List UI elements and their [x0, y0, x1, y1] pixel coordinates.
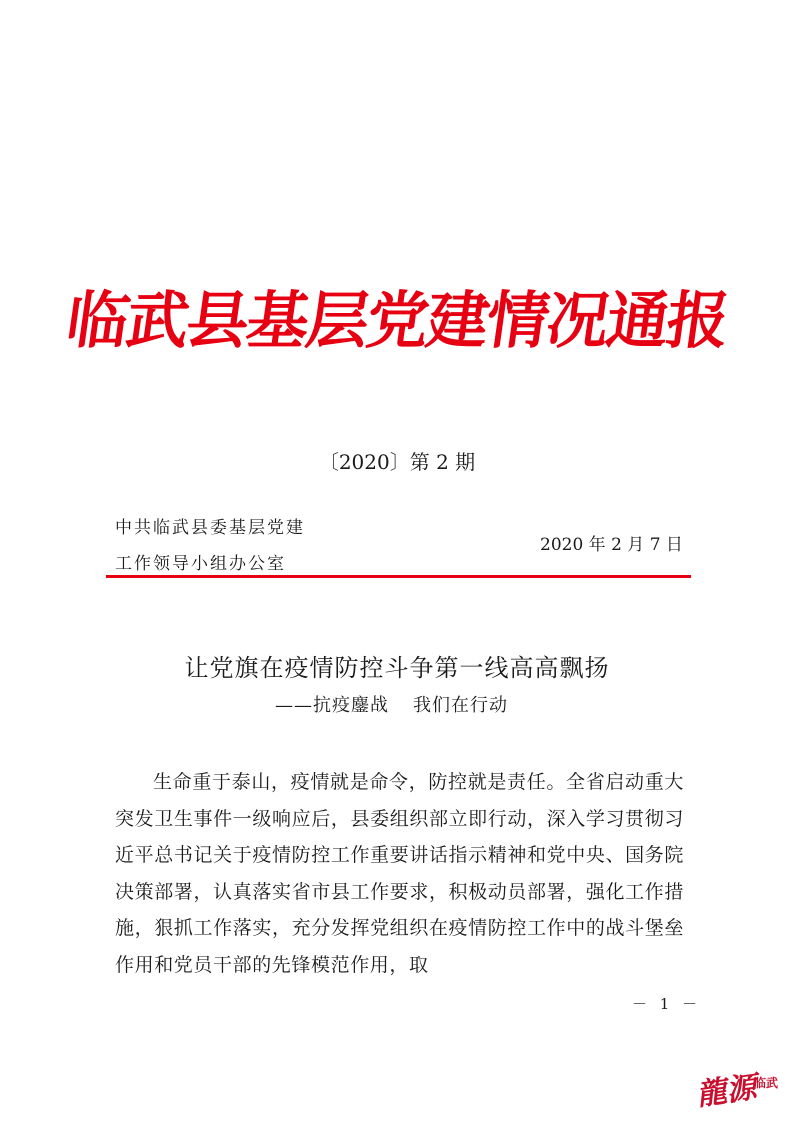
- subtitle-part-1: ——抗疫鏖战: [275, 695, 389, 716]
- issuer-line-1: 中共临武县委基层党建: [115, 518, 305, 538]
- masthead-title: 临武县基层党建情况通报: [61, 284, 733, 357]
- issue-date: 2020 年 2 月 7 日: [540, 535, 683, 555]
- longyuan-watermark-logo: [694, 1062, 790, 1113]
- watermark-brush-text: 龍源: [694, 1069, 759, 1113]
- issue-number: 〔2020〕第 2 期: [318, 450, 476, 474]
- watermark-name: 临武: [754, 1076, 779, 1090]
- issuer-line-2: 工作领导小组办公室: [115, 554, 286, 574]
- article-title: 让党旗在疫情防控斗争第一线高高飘扬: [184, 654, 610, 682]
- article-subtitle: [275, 691, 508, 717]
- red-divider-line: [106, 575, 691, 578]
- page-number: － 1 －: [632, 995, 702, 1013]
- subtitle-part-2: 我们在行动: [413, 695, 508, 716]
- issuer-block: [115, 510, 305, 582]
- body-paragraph: 生命重于泰山，疫情就是命令，防控就是责任。全省启动重大突发卫生事件一级响应后，县委组织部立即行动，深入学习贯彻习近平总书记关于疫情防控工作重要讲话指示精神和党中央、国务院决策部署，认真落实省市县工作要求，积极动员部署，强化工作措施，狠抓工作落实，充分发挥党组织在疫情防控工作中的战斗堡垒作用和党员干部的先锋模范作用，取: [115, 771, 684, 976]
